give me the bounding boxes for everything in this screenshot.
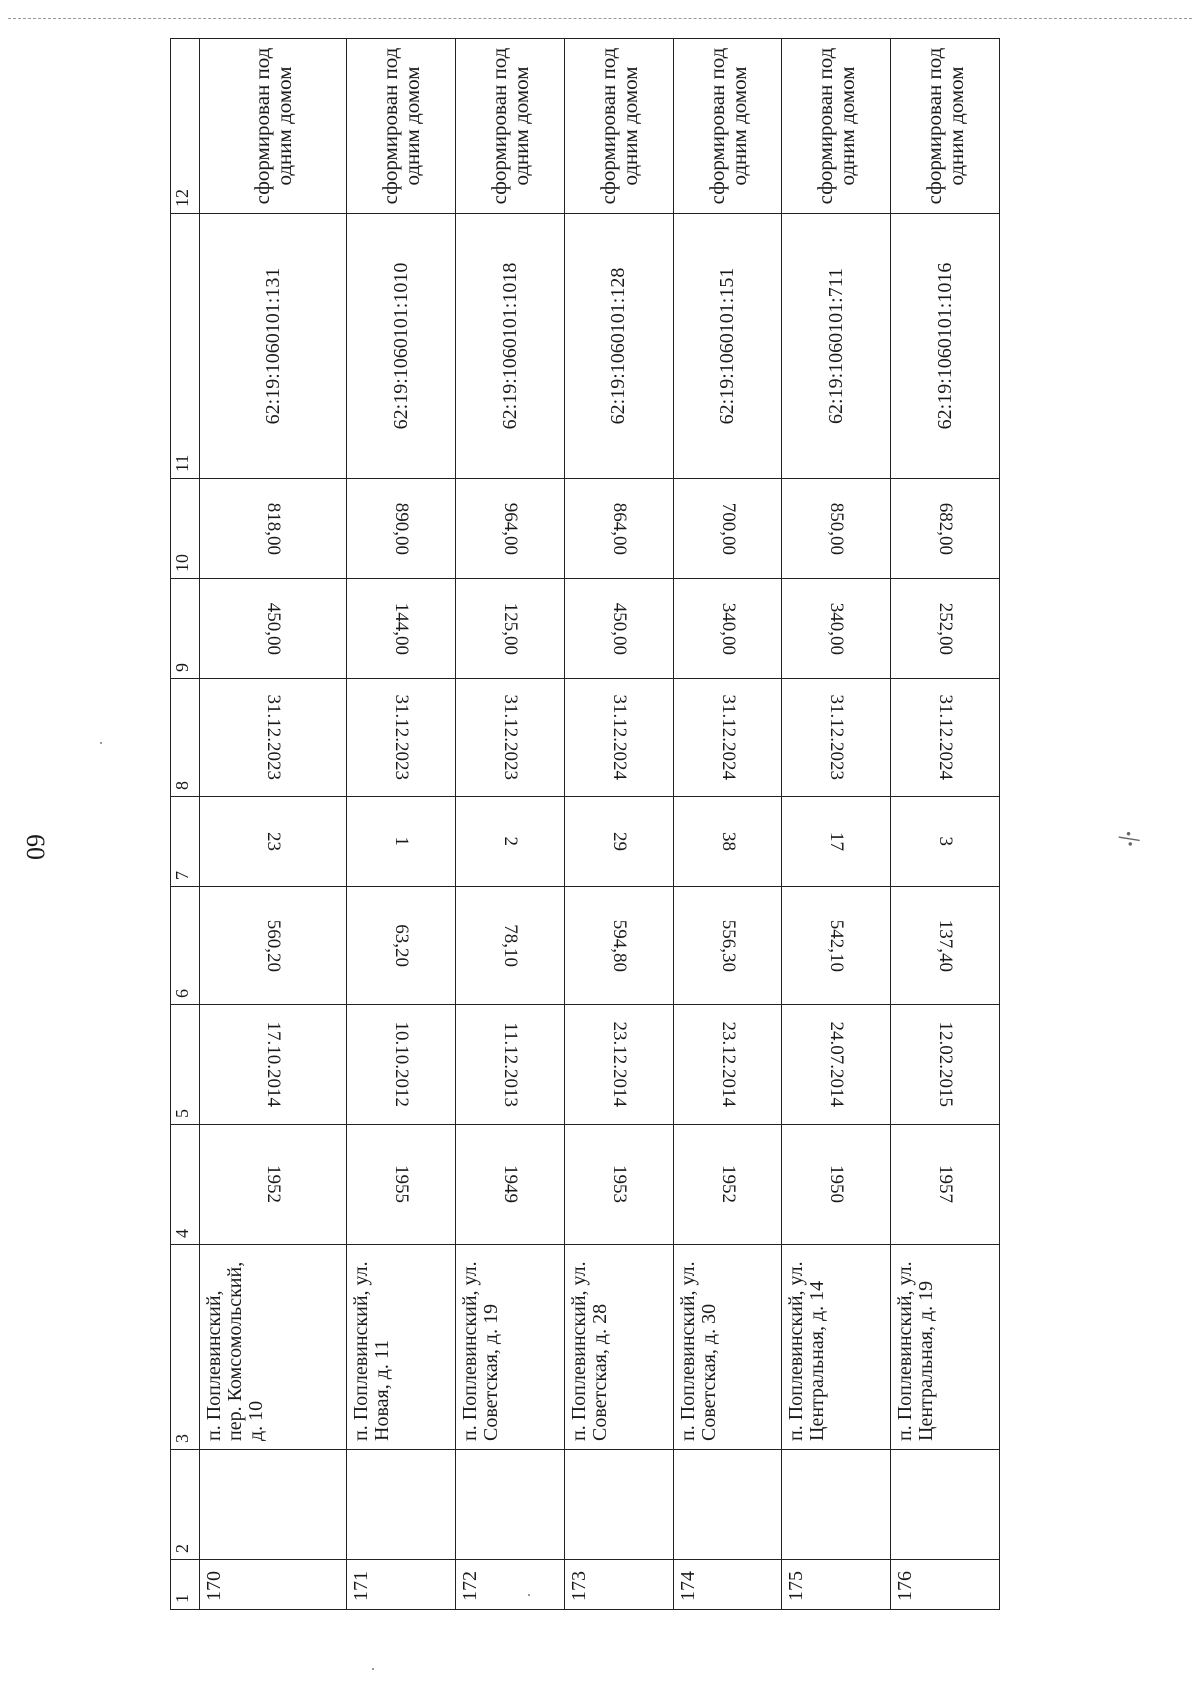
address-cell: п. Поплевинский, ул. Центральная, д. 14 [782,1245,891,1450]
registration-date-cell [564,1005,673,1125]
value-10-cell [200,479,347,579]
year-built-cell-text: 1949 [500,1165,522,1204]
status-cell: сформирован под одним домом [564,39,673,214]
year-built-cell [347,1125,456,1245]
cadastral-number-cell: 62:19:1060101:151 [673,214,782,479]
area-cell-text: 594,80 [608,919,630,972]
value-10-cell [456,479,565,579]
address-cell: п. Поплевинский, ул. Советская, д. 19 [456,1245,565,1450]
deadline-date-cell-text: 31.12.2023 [391,694,413,781]
registration-date-cell-text: 17.10.2014 [263,1021,285,1108]
year-built-cell [564,1125,673,1245]
year-built-cell-text: 1957 [935,1165,957,1204]
count-cell-text: 1 [391,836,413,847]
value-10-cell-text: 864,00 [608,502,630,555]
status-cell: сформирован под одним домом [347,39,456,214]
table-row [200,39,347,1610]
count-cell-text: 17 [826,832,848,851]
registration-date-cell [347,1005,456,1125]
count-cell [564,797,673,887]
column-number-5: 5 [171,1005,200,1125]
column-number-8: 8 [171,679,200,797]
value-10-cell-text: 850,00 [826,502,848,555]
year-built-cell-text: 1952 [263,1165,285,1204]
value-9-cell [200,579,347,679]
deadline-date-cell [891,679,1000,797]
column-2-cell [673,1450,782,1560]
area-cell-text: 560,20 [263,919,285,972]
value-10-cell-text: 890,00 [391,502,413,555]
row-number: 170 [200,1560,347,1610]
status-cell: сформирован под одним домом [891,39,1000,214]
table-row [564,39,673,1610]
value-9-cell [456,579,565,679]
column-number-2: 2 [171,1450,200,1560]
area-cell-text: 137,40 [935,919,957,972]
registration-date-cell-text: 10.10.2012 [391,1021,413,1108]
column-number-row [171,39,200,1610]
scan-speck [100,742,102,744]
table-row [456,39,565,1610]
deadline-date-cell [456,679,565,797]
deadline-date-cell-text: 31.12.2024 [608,694,630,781]
count-cell-text: 38 [717,832,739,851]
area-cell-text: 63,20 [391,924,413,967]
registration-date-cell-text: 11.12.2013 [500,1022,522,1107]
count-cell [200,797,347,887]
column-number-3: 3 [171,1245,200,1450]
deadline-date-cell [347,679,456,797]
count-cell [891,797,1000,887]
row-number: 171 [347,1560,456,1610]
count-cell-text: 29 [608,832,630,851]
value-10-cell-text: 818,00 [263,502,285,555]
column-2-cell [456,1450,565,1560]
area-cell [782,887,891,1005]
year-built-cell-text: 1955 [391,1165,413,1204]
value-9-cell [564,579,673,679]
value-10-cell [891,479,1000,579]
address-cell: п. Поплевинский, ул. Центральная, д. 19 [891,1245,1000,1450]
value-9-cell-text: 252,00 [935,602,957,655]
registration-date-cell [456,1005,565,1125]
year-built-cell [673,1125,782,1245]
register-table-rotated [170,47,1000,1610]
column-2-cell [564,1450,673,1560]
area-cell [891,887,1000,1005]
value-9-cell [673,579,782,679]
registration-date-cell-text: 23.12.2014 [608,1021,630,1108]
deadline-date-cell-text: 31.12.2024 [717,694,739,781]
area-cell-text: 556,30 [717,919,739,972]
row-number: 172 [456,1560,565,1610]
value-10-cell [347,479,456,579]
value-10-cell-text: 682,00 [935,502,957,555]
deadline-date-cell-text: 31.12.2023 [263,694,285,781]
year-built-cell-text: 1953 [608,1165,630,1204]
page-number: 60 [21,834,50,860]
column-number-11: 11 [171,214,200,479]
registration-date-cell [673,1005,782,1125]
column-2-cell [347,1450,456,1560]
column-number-1: 1 [171,1560,200,1610]
count-cell-text: 2 [500,836,522,847]
value-9-cell-text: 144,00 [391,602,413,655]
cadastral-number-cell: 62:19:1060101:711 [782,214,891,479]
top-scan-rule [8,18,1192,19]
column-number-4: 4 [171,1125,200,1245]
registration-date-cell [782,1005,891,1125]
status-cell: сформирован под одним домом [200,39,347,214]
area-cell [347,887,456,1005]
count-cell [782,797,891,887]
row-number: 175 [782,1560,891,1610]
value-9-cell [782,579,891,679]
table-row [673,39,782,1610]
area-cell-text: 78,10 [500,924,522,967]
count-cell [347,797,456,887]
deadline-date-cell-text: 31.12.2024 [935,694,957,781]
value-9-cell-text: 125,00 [500,602,522,655]
registration-date-cell-text: 24.07.2014 [826,1021,848,1108]
deadline-date-cell [782,679,891,797]
deadline-date-cell-text: 31.12.2023 [500,694,522,781]
registration-date-cell [200,1005,347,1125]
registration-date-cell-text: 23.12.2014 [717,1021,739,1108]
count-cell-text: 23 [263,832,285,851]
table-row [782,39,891,1610]
year-built-cell [456,1125,565,1245]
registration-date-cell [891,1005,1000,1125]
column-2-cell [891,1450,1000,1560]
cadastral-number-cell: 62:19:1060101:1010 [347,214,456,479]
deadline-date-cell [564,679,673,797]
year-built-cell [200,1125,347,1245]
row-number: 173 [564,1560,673,1610]
address-cell: п. Поплевинский, ул. Новая, д. 11 [347,1245,456,1450]
column-number-10: 10 [171,479,200,579]
address-cell: п. Поплевинский, пер. Комсомольский, д. 10 [200,1245,347,1450]
column-2-cell [200,1450,347,1560]
scan-speck [372,1668,374,1670]
value-9-cell-text: 340,00 [826,602,848,655]
value-10-cell-text: 700,00 [717,502,739,555]
register-table [170,38,1000,1610]
deadline-date-cell-text: 31.12.2023 [826,694,848,781]
cadastral-number-cell: 62:19:1060101:128 [564,214,673,479]
value-10-cell-text: 964,00 [500,502,522,555]
area-cell [673,887,782,1005]
value-9-cell-text: 450,00 [263,602,285,655]
year-built-cell-text: 1952 [717,1165,739,1204]
area-cell [564,887,673,1005]
table-row [891,39,1000,1610]
deadline-date-cell [673,679,782,797]
value-9-cell-text: 450,00 [608,602,630,655]
deadline-date-cell [200,679,347,797]
ink-mark: ·/· [1110,826,1147,848]
value-9-cell [891,579,1000,679]
value-9-cell-text: 340,00 [717,602,739,655]
status-cell: сформирован под одним домом [673,39,782,214]
cadastral-number-cell: 62:19:1060101:1016 [891,214,1000,479]
cadastral-number-cell: 62:19:1060101:131 [200,214,347,479]
count-cell [456,797,565,887]
table-row [347,39,456,1610]
column-number-7: 7 [171,797,200,887]
year-built-cell [891,1125,1000,1245]
column-2-cell [782,1450,891,1560]
value-10-cell [673,479,782,579]
area-cell [456,887,565,1005]
year-built-cell [782,1125,891,1245]
status-cell: сформирован под одним домом [456,39,565,214]
address-cell: п. Поплевинский, ул. Советская, д. 30 [673,1245,782,1450]
count-cell [673,797,782,887]
cadastral-number-cell: 62:19:1060101:1018 [456,214,565,479]
row-number: 176 [891,1560,1000,1610]
value-9-cell [347,579,456,679]
count-cell-text: 3 [935,836,957,847]
column-number-6: 6 [171,887,200,1005]
registration-date-cell-text: 12.02.2015 [935,1021,957,1108]
status-cell: сформирован под одним домом [782,39,891,214]
value-10-cell [564,479,673,579]
value-10-cell [782,479,891,579]
column-number-9: 9 [171,579,200,679]
row-number: 174 [673,1560,782,1610]
area-cell-text: 542,10 [826,919,848,972]
area-cell [200,887,347,1005]
address-cell: п. Поплевинский, ул. Советская, д. 28 [564,1245,673,1450]
year-built-cell-text: 1950 [826,1165,848,1204]
column-number-12: 12 [171,39,200,214]
